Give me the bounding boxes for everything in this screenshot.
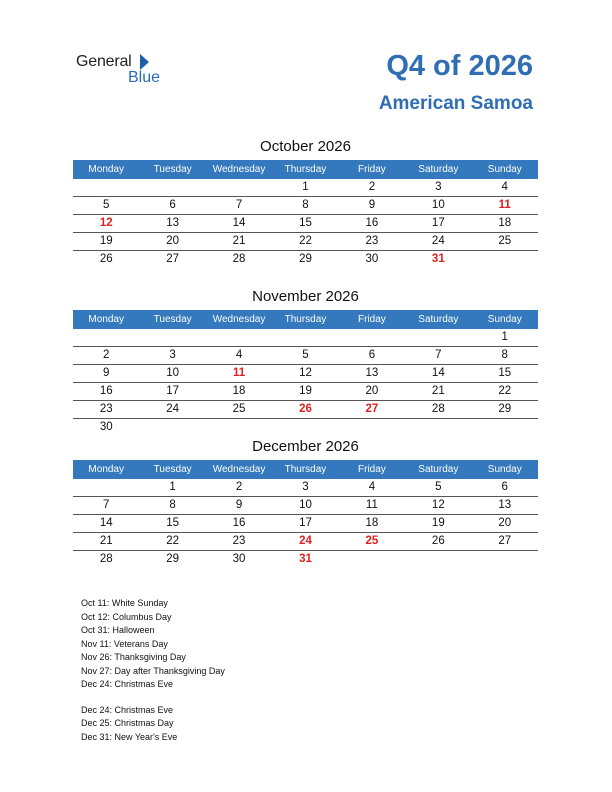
weekday-label: Friday — [358, 164, 386, 175]
day-cell: 8 — [169, 499, 176, 511]
day-cell: 30 — [232, 553, 246, 565]
empty-day-cell — [405, 551, 471, 568]
day-cell: 7 — [435, 349, 442, 361]
weekday-label: Tuesday — [153, 314, 192, 325]
week-row — [73, 419, 538, 436]
day-cell: 17 — [299, 517, 312, 529]
day-cell: 2 — [103, 349, 110, 361]
week-row — [73, 215, 538, 233]
day-cell: 13 — [498, 499, 512, 511]
week-row — [73, 329, 538, 347]
holiday-list — [81, 597, 225, 692]
day-cell: 18 — [365, 517, 379, 529]
day-cell: 9 — [103, 367, 110, 379]
logo-triangle-icon — [140, 54, 149, 70]
day-cell: 13 — [166, 217, 180, 229]
holiday-notes — [81, 597, 225, 744]
day-cell: 25 — [365, 535, 379, 547]
day-cell: 2 — [368, 181, 376, 193]
day-cell: 1 — [302, 181, 309, 193]
empty-day-cell — [73, 479, 139, 496]
day-cell: 21 — [99, 535, 113, 547]
weekday-label: Thursday — [284, 164, 327, 175]
week-row — [73, 347, 538, 365]
day-cell: 19 — [99, 235, 113, 247]
holiday-note: Oct 12: Columbus Day — [81, 611, 172, 622]
day-cell: 7 — [103, 499, 110, 511]
empty-day-cell — [139, 179, 205, 196]
weekday-label: Saturday — [418, 464, 459, 475]
holiday-note: Nov 27: Day after Thanksgiving Day — [81, 665, 225, 676]
empty-day-cell — [339, 419, 405, 436]
day-cell: 6 — [368, 349, 376, 361]
day-cell: 7 — [235, 199, 243, 211]
day-cell: 31 — [299, 553, 312, 565]
day-cell: 29 — [498, 403, 512, 415]
empty-day-cell — [339, 329, 405, 346]
day-cell: 27 — [166, 253, 180, 265]
day-cell: 20 — [498, 517, 512, 529]
logo — [76, 52, 176, 88]
day-cell: 22 — [299, 235, 312, 247]
weekday-label: Sunday — [487, 464, 522, 475]
day-cell: 1 — [169, 481, 176, 493]
weekday-label: Monday — [88, 464, 124, 475]
day-cell: 19 — [299, 385, 312, 397]
weekday-label: Sunday — [487, 164, 522, 175]
holiday-note: Dec 24: Christmas Eve — [81, 679, 174, 689]
week-row — [73, 479, 538, 497]
weekday-label: Thursday — [284, 314, 327, 325]
day-cell: 5 — [302, 349, 309, 361]
day-cell: 28 — [99, 553, 113, 565]
empty-day-cell — [139, 329, 205, 346]
weekday-label: Thursday — [284, 464, 327, 475]
day-cell: 14 — [232, 217, 246, 229]
day-cell: 3 — [435, 181, 442, 193]
day-cell: 15 — [498, 367, 512, 379]
weekday-label: Monday — [88, 314, 124, 325]
logo-text-general: General — [76, 53, 132, 70]
day-cell: 27 — [365, 403, 379, 415]
weekday-header — [73, 460, 538, 479]
weekday-label: Friday — [358, 464, 386, 475]
day-cell: 22 — [166, 535, 180, 547]
day-cell: 26 — [431, 535, 445, 547]
holiday-note: Nov 11: Veterans Day — [81, 638, 168, 649]
empty-day-cell — [206, 419, 272, 436]
holiday-list-secondary — [81, 704, 225, 745]
day-cell: 16 — [365, 217, 379, 229]
weekday-label: Saturday — [418, 164, 459, 175]
day-cell: 17 — [431, 217, 445, 229]
empty-day-cell — [73, 179, 139, 196]
day-cell: 29 — [299, 253, 312, 265]
empty-day-cell — [472, 251, 538, 268]
empty-day-cell — [272, 329, 338, 346]
week-row — [73, 515, 538, 533]
day-cell: 4 — [235, 349, 243, 361]
day-cell: 29 — [166, 553, 180, 565]
empty-day-cell — [472, 551, 538, 568]
day-cell: 5 — [435, 481, 442, 493]
weekday-label: Saturday — [418, 314, 459, 325]
calendar-october — [73, 137, 538, 268]
empty-day-cell — [405, 419, 471, 436]
day-cell: 26 — [299, 403, 312, 415]
day-cell: 24 — [431, 235, 445, 247]
day-cell: 4 — [368, 481, 376, 493]
day-cell: 28 — [431, 403, 445, 415]
day-cell: 31 — [431, 253, 445, 265]
empty-day-cell — [405, 329, 471, 346]
day-cell: 3 — [169, 349, 176, 361]
week-row — [73, 383, 538, 401]
holiday-note: Nov 26: Thanksgiving Day — [81, 652, 186, 662]
day-cell: 24 — [166, 403, 180, 415]
day-cell: 10 — [166, 367, 180, 379]
weekday-header — [73, 160, 538, 179]
day-cell: 12 — [299, 367, 312, 379]
day-cell: 27 — [498, 535, 512, 547]
calendar-december — [73, 437, 538, 568]
week-row — [73, 365, 538, 383]
holiday-note: Dec 25: Christmas Day — [81, 718, 174, 728]
week-row — [73, 401, 538, 419]
day-cell: 2 — [235, 481, 243, 493]
empty-day-cell — [73, 329, 139, 346]
day-cell: 11 — [498, 199, 511, 211]
day-cell: 14 — [431, 367, 445, 379]
day-cell: 8 — [302, 199, 309, 211]
day-cell: 6 — [169, 199, 176, 211]
day-cell: 16 — [232, 517, 246, 529]
day-cell: 12 — [431, 499, 445, 511]
day-cell: 10 — [431, 199, 445, 211]
week-row — [73, 179, 538, 197]
day-cell: 8 — [501, 349, 508, 361]
week-row — [73, 233, 538, 251]
page-title: Q4 of 2026 — [386, 50, 533, 82]
day-cell: 20 — [166, 235, 180, 247]
holiday-note: Oct 11: White Sunday — [81, 598, 168, 608]
day-cell: 28 — [232, 253, 246, 265]
day-cell: 6 — [501, 481, 508, 493]
day-cell: 14 — [99, 517, 113, 529]
day-cell: 21 — [232, 235, 246, 247]
day-cell: 22 — [498, 385, 512, 397]
day-cell: 18 — [498, 217, 512, 229]
day-cell: 11 — [365, 499, 378, 511]
day-cell: 19 — [431, 517, 445, 529]
week-row — [73, 251, 538, 268]
weekday-label: Wednesday — [212, 464, 266, 475]
day-cell: 9 — [368, 199, 376, 211]
day-cell: 15 — [299, 217, 312, 229]
empty-day-cell — [472, 419, 538, 436]
empty-day-cell — [339, 551, 405, 568]
holiday-note: Oct 31: Halloween — [81, 625, 155, 635]
day-cell: 1 — [501, 331, 508, 343]
week-row — [73, 551, 538, 568]
day-cell: 23 — [365, 235, 379, 247]
day-cell: 30 — [365, 253, 379, 265]
empty-day-cell — [206, 329, 272, 346]
empty-day-cell — [206, 179, 272, 196]
calendar-november — [73, 287, 538, 436]
holiday-note: Dec 31: New Year's Eve — [81, 731, 178, 742]
weekday-label: Wednesday — [212, 314, 266, 325]
day-cell: 25 — [232, 403, 246, 415]
weekday-header — [73, 310, 538, 329]
day-cell: 5 — [103, 199, 110, 211]
day-cell: 26 — [99, 253, 113, 265]
day-cell: 23 — [232, 535, 246, 547]
day-cell: 24 — [299, 535, 312, 547]
day-cell: 30 — [99, 421, 113, 433]
page-subtitle: American Samoa — [378, 93, 533, 114]
day-cell: 25 — [498, 235, 512, 247]
day-cell: 21 — [431, 385, 445, 397]
weekday-label: Sunday — [487, 314, 522, 325]
day-cell: 17 — [166, 385, 180, 397]
day-cell: 15 — [166, 517, 180, 529]
holiday-note: Dec 24: Christmas Eve — [81, 704, 174, 715]
weekday-label: Wednesday — [212, 164, 266, 175]
day-cell: 18 — [232, 385, 246, 397]
week-row — [73, 533, 538, 551]
weekday-label: Friday — [358, 314, 386, 325]
day-cell: 12 — [99, 217, 113, 229]
day-cell: 10 — [299, 499, 312, 511]
day-cell: 3 — [302, 481, 309, 493]
weekday-label: Tuesday — [153, 464, 192, 475]
weekday-label: Tuesday — [153, 164, 192, 175]
empty-day-cell — [139, 419, 205, 436]
week-row — [73, 197, 538, 215]
month-title: October 2026 — [260, 138, 351, 155]
day-cell: 13 — [365, 367, 379, 379]
month-title: December 2026 — [252, 438, 359, 455]
week-row — [73, 497, 538, 515]
logo-text-blue: Blue — [128, 69, 161, 86]
notes-spacer — [81, 692, 225, 704]
month-title: November 2026 — [252, 288, 359, 305]
day-cell: 16 — [99, 385, 113, 397]
empty-day-cell — [272, 419, 338, 436]
day-cell: 23 — [99, 403, 113, 415]
day-cell: 11 — [232, 367, 246, 379]
weekday-label: Monday — [88, 164, 124, 175]
day-cell: 4 — [501, 181, 508, 193]
day-cell: 20 — [365, 385, 379, 397]
day-cell: 9 — [235, 499, 243, 511]
